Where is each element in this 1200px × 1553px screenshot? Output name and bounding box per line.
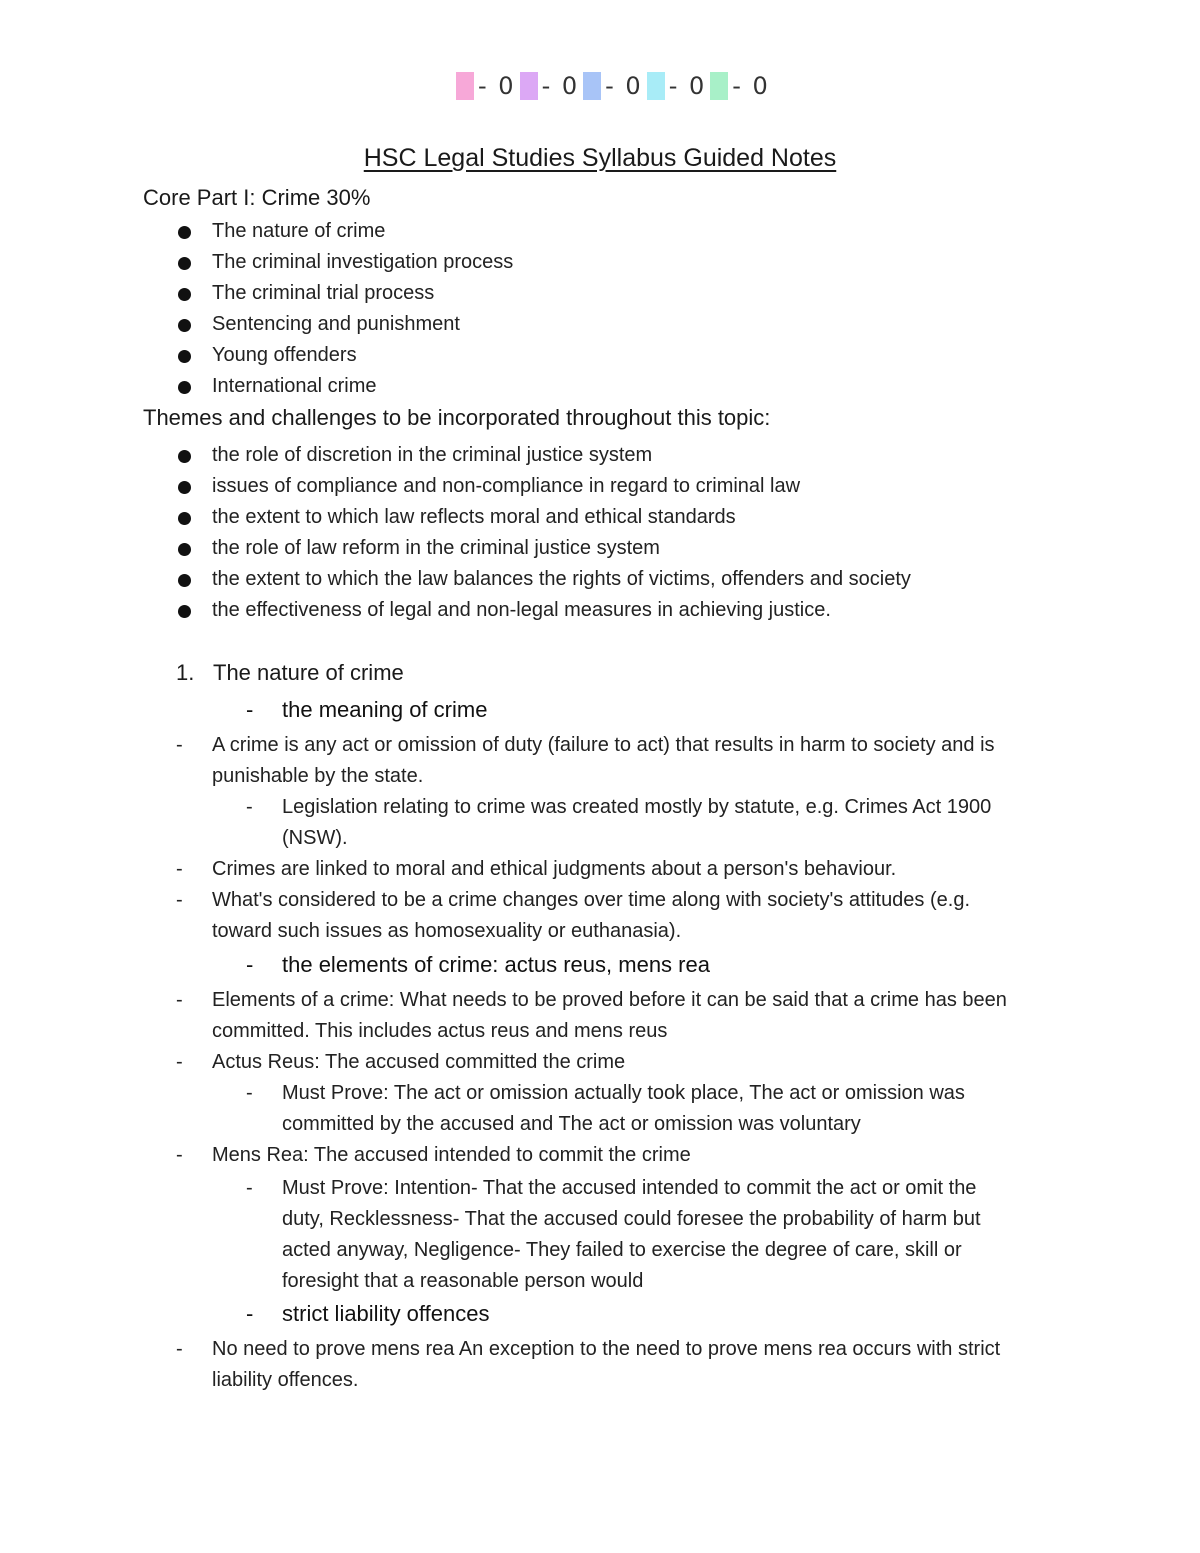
list-item: the effectiveness of legal and non-legal measures in achieving justice.	[176, 595, 911, 626]
list-item: the role of discretion in the criminal justice system	[176, 440, 911, 471]
core-topics-list	[176, 216, 513, 402]
decorative-header	[456, 70, 774, 102]
list-item: The criminal investigation process	[176, 247, 513, 278]
decor-separator: - 0	[732, 72, 770, 100]
decor-separator: - 0	[605, 72, 643, 100]
bullet-icon	[178, 512, 191, 525]
core-heading: Core Part I: Crime 30%	[143, 185, 371, 210]
bullet-icon	[178, 450, 191, 463]
list-item: the extent to which law reflects moral and ethical standards	[176, 502, 911, 533]
themes-heading: Themes and challenges to be incorporated throughout this topic:	[143, 405, 771, 430]
section-number: 1.	[176, 660, 195, 685]
section-title: The nature of crime	[213, 660, 404, 685]
bullet-icon	[178, 288, 191, 301]
list-item: International crime	[176, 371, 513, 402]
bullet-icon	[178, 574, 191, 587]
bullet-icon	[178, 605, 191, 618]
document-title: HSC Legal Studies Syllabus Guided Notes	[363, 144, 837, 172]
bullet-icon	[178, 257, 191, 270]
list-item: Young offenders	[176, 340, 513, 371]
decor-separator: - 0	[478, 72, 516, 100]
green-block	[710, 72, 728, 100]
document-page: - 0 - 0 - 0 - 0 - 0 HSC Legal Studies Syllabus Guided Notes Core Part I: Crime 30% The nature of crime The criminal investigation process The criminal trial process Sentencing and punishment Young offenders International crime Themes and challenges to be incorporated throughout this topic: the role of discretion in the criminal justice system issues of compliance and non-compliance in regard to criminal law the extent to which law reflects moral and ethical standards the role of law reform in the criminal justice system the extent to which the law balances the rights of victims, offenders and society the effectiveness of legal and non-legal measures in achieving justice. 1. The nature of crime - the meaning of crime - A crime is any act or omission of duty (failure to act) that results in harm to society and is punishable by the state. - Legislation relating to crime was created mostly by statute, e.g. Crimes Act 1900 (NSW). - Crimes are linked to moral and ethical judgments about a person's behaviour. - What's considered to be a crime changes over time along with society's attitudes (e.g. toward such issues as homosexuality or euthanasia). - the elements of crime: actus reus, mens rea - Elements of a crime: What needs to be proved before it can be said that a crime has been committed. This includes actus reus and mens reus - Actus Reus: The accused committed the crime - Must Prove: The act or omission actually took place, The act or omission was committed by the accused and The act or omission was voluntary - Mens Rea: The accused intended to commit the crime - Must Prove: Intention- That the accused intended to commit the act or omit the duty, Recklessness- That the accused could foresee the probability of harm but acted anyway, Negligence- They failed to exercise the degree of care, skill or foresight that a reasonable person would - strict liability offences - No need to prove mens rea An exception to the need to prove mens rea occurs with strict liability offences.	[0, 0, 1200, 1553]
list-item: The criminal trial process	[176, 278, 513, 309]
bullet-icon	[178, 481, 191, 494]
cyan-block	[647, 72, 665, 100]
bullet-icon	[178, 226, 191, 239]
decor-separator: - 0	[541, 72, 580, 100]
bullet-icon	[178, 543, 191, 556]
decor-separator: - 0	[668, 72, 707, 100]
list-item: issues of compliance and non-compliance in regard to criminal law	[176, 471, 911, 502]
purple-block	[520, 72, 538, 100]
bullet-icon	[178, 381, 191, 394]
list-item: Sentencing and punishment	[176, 309, 513, 340]
bullet-icon	[178, 350, 191, 363]
list-item: The nature of crime	[176, 216, 513, 247]
themes-list	[176, 440, 911, 626]
list-item: the role of law reform in the criminal justice system	[176, 533, 911, 564]
bullet-icon	[178, 319, 191, 332]
blue-block	[583, 72, 601, 100]
pink-block	[456, 72, 474, 100]
list-item: the extent to which the law balances the rights of victims, offenders and society	[176, 564, 911, 595]
